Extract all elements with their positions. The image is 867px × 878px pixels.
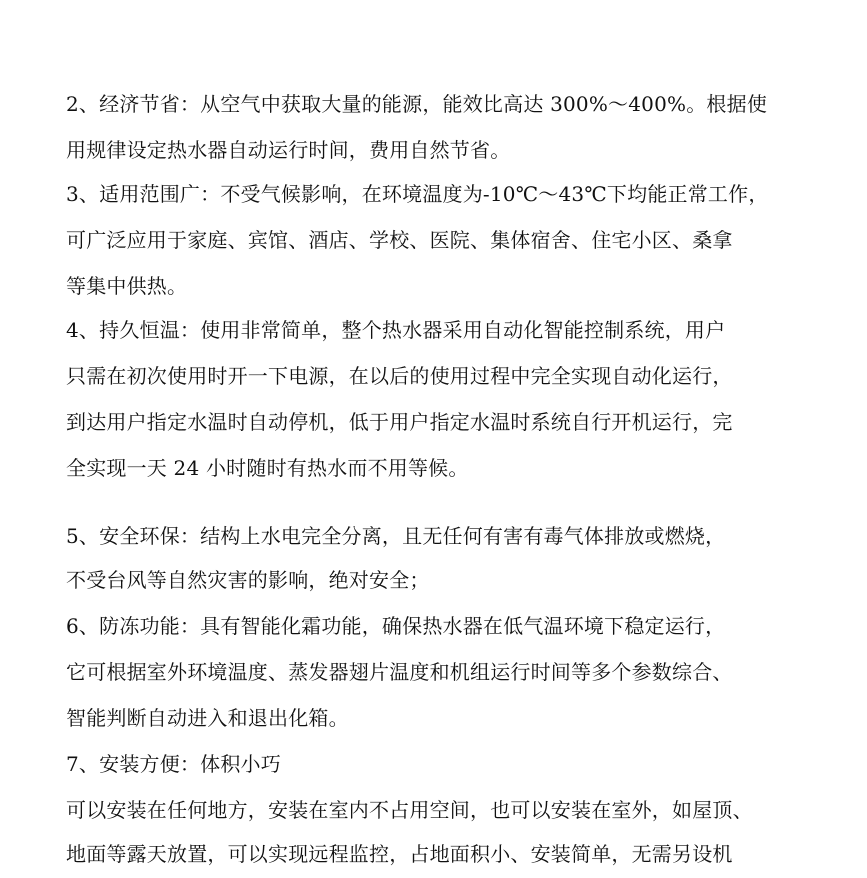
text-line: 只需在初次使用时开一下电源，在以后的使用过程中完全实现自动化运行， [66, 364, 733, 388]
text-line: 全实现一天 24 小时随时有热水而不用等候。 [66, 456, 469, 480]
text-line: 4、持久恒温：使用非常简单，整个热水器采用自动化智能控制系统，用户 [66, 318, 726, 342]
text-line: 5、安全环保：结构上水电完全分离，且无任何有害有毒气体排放或燃烧， [66, 524, 726, 548]
text-line: 2、经济节省：从空气中获取大量的能源，能效比高达 300%～400%。根据使 [66, 92, 768, 116]
text-line: 它可根据室外环境温度、蒸发器翅片温度和机组运行时间等多个参数综合、 [66, 660, 733, 684]
text-line: 7、安装方便：体积小巧 [66, 752, 281, 776]
text-line: 智能判断自动进入和退出化箱。 [66, 706, 349, 730]
text-line: 3、适用范围广：不受气候影响，在环境温度为-10℃～43℃下均能正常工作， [66, 182, 769, 206]
text-line: 地面等露天放置，可以实现远程监控，占地面积小、安装简单，无需另设机 [66, 842, 733, 866]
text-line: 可以安装在任何地方，安装在室内不占用空间，也可以安装在室外，如屋顶、 [66, 798, 753, 822]
text-line: 用规律设定热水器自动运行时间，费用自然节省。 [66, 138, 511, 162]
text-line: 6、防冻功能：具有智能化霜功能，确保热水器在低气温环境下稳定运行， [66, 614, 726, 638]
text-line: 可广泛应用于家庭、宾馆、酒店、学校、医院、集体宿舍、住宅小区、桑拿 [66, 228, 733, 252]
text-line: 等集中供热。 [66, 274, 188, 298]
text-line: 到达用户指定水温时自动停机，低于用户指定水温时系统自行开机运行，完 [66, 410, 733, 434]
text-line: 不受台风等自然灾害的影响，绝对安全； [66, 568, 430, 592]
